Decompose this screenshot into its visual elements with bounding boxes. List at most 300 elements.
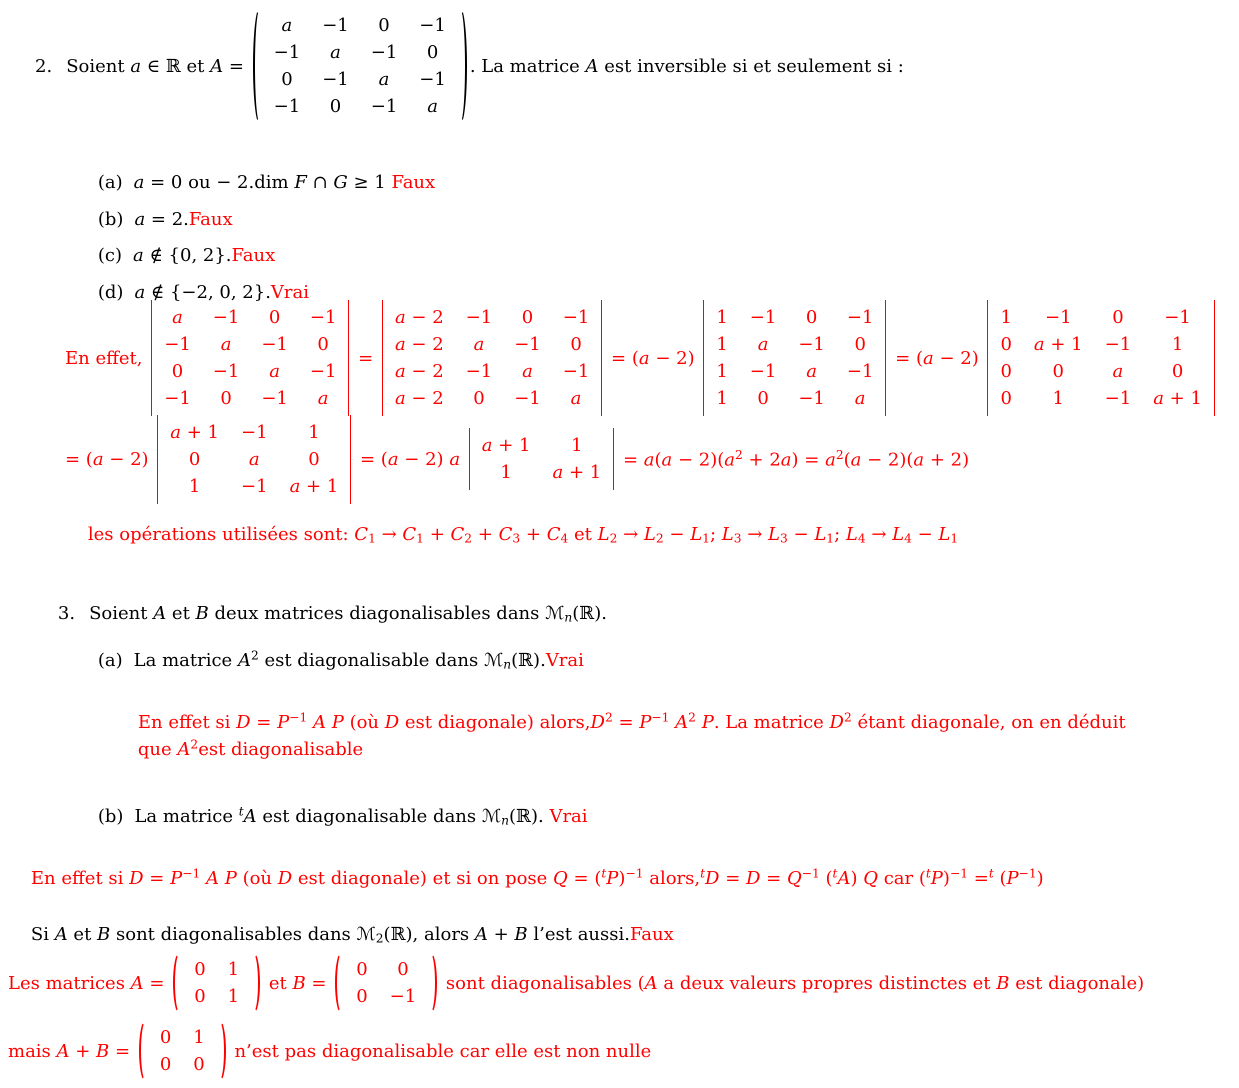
math-literal: 0 xyxy=(378,15,390,36)
verdict-text: Vrai xyxy=(270,282,310,303)
text-segment: 2 xyxy=(655,531,664,546)
matrix-cell xyxy=(482,432,531,459)
math-variable: a xyxy=(1153,388,1164,409)
math-literal: −1 xyxy=(1104,388,1132,409)
text-segment: et xyxy=(67,924,98,945)
text-segment: a deux valeurs propres distinctes et xyxy=(657,972,997,994)
text-segment: (où xyxy=(236,867,278,889)
text-segment: t xyxy=(925,866,931,880)
matrix-cell xyxy=(798,331,825,358)
math-literal: 0 xyxy=(220,388,232,409)
text-segment: P xyxy=(930,867,943,889)
matrix-cell xyxy=(1000,331,1011,358)
matrix-cell xyxy=(213,304,240,331)
matrix-cell xyxy=(419,66,446,93)
math-literal: 1 xyxy=(188,475,201,497)
matrix-cell xyxy=(1153,331,1202,358)
text-segment: −1 xyxy=(801,866,820,880)
text-segment: sont diagonalisables ( xyxy=(440,972,645,994)
math-literal: + 1 xyxy=(1044,334,1083,355)
text-segment: mais xyxy=(8,1040,57,1062)
matrix-cell xyxy=(322,12,349,39)
text-segment: (ℝ). xyxy=(572,603,607,624)
text-segment: D xyxy=(277,867,293,889)
text-segment: D xyxy=(129,867,144,889)
math-literal: 1 xyxy=(716,307,728,328)
matrix-cell xyxy=(419,39,446,66)
math-literal: −1 xyxy=(514,388,541,409)
proof-prefix xyxy=(65,348,148,369)
matrix-cell xyxy=(1105,385,1132,412)
text-segment: 2 xyxy=(375,931,384,946)
math-variable: a xyxy=(427,96,438,117)
text-segment: 4 xyxy=(857,531,866,546)
p3-item-a-label: (a) xyxy=(97,649,123,671)
text-segment: = xyxy=(143,867,171,889)
math-literal: −1 xyxy=(164,334,191,355)
verdict-text: Faux xyxy=(188,209,233,230)
matrix-grid xyxy=(186,952,247,1014)
text-segment: t xyxy=(601,866,607,880)
text-segment: a xyxy=(913,449,925,471)
text-segment: = 0 ou − 2.dim xyxy=(144,172,295,193)
matrix-cell xyxy=(563,304,590,331)
text-segment: et xyxy=(568,524,598,545)
conclusion-tail xyxy=(229,1041,652,1062)
matrix-cell xyxy=(466,331,493,358)
text-segment: L xyxy=(721,524,734,545)
text-segment: est diagonale) xyxy=(1009,972,1145,994)
text-segment: D xyxy=(590,711,605,733)
text-segment: L xyxy=(892,524,905,545)
matrix-cell xyxy=(160,1024,171,1051)
text-segment: est diagonalisable xyxy=(198,738,364,760)
math-variable: a xyxy=(289,475,301,497)
text-segment: n xyxy=(564,610,573,625)
text-segment: = xyxy=(760,867,787,889)
matrix-cell xyxy=(553,459,602,486)
matrix-cell xyxy=(798,358,825,385)
matrix-cell xyxy=(261,358,288,385)
text-segment: les opérations utilisées sont: xyxy=(87,524,355,545)
math-literal: −1 xyxy=(846,361,874,382)
text-segment: G xyxy=(333,172,348,193)
math-literal: − 2 xyxy=(405,307,444,328)
matrix-grid xyxy=(987,300,1214,416)
text-segment: A xyxy=(54,924,68,945)
p3-example-line xyxy=(8,950,1144,1016)
math-literal: 0 xyxy=(757,388,769,409)
text-segment: 1 xyxy=(702,531,710,546)
text-segment: 4 xyxy=(904,531,912,546)
matrix-cell xyxy=(798,304,825,331)
text-segment: P xyxy=(277,711,290,733)
problem3-number: 3. xyxy=(57,603,76,624)
math-literal: 1 xyxy=(1171,334,1184,355)
proof-line-1 xyxy=(65,299,1218,417)
math-variable: a xyxy=(330,42,341,63)
verdict-text: Vrai xyxy=(549,805,588,827)
math-literal: −1 xyxy=(370,96,398,117)
factor-1 xyxy=(605,348,700,369)
math-literal: 0 xyxy=(426,42,439,63)
math-literal: −1 xyxy=(465,361,493,382)
math-literal: −1 xyxy=(749,307,777,328)
text-segment: Soient xyxy=(66,55,131,77)
math-literal: −1 xyxy=(798,388,825,409)
math-variable: a xyxy=(806,361,817,382)
text-segment: . La matrice xyxy=(469,55,586,77)
math-literal: 1 xyxy=(227,986,240,1007)
text-segment: et xyxy=(166,603,196,624)
text-segment: − 2) xyxy=(649,347,701,369)
text-segment: − 2)( xyxy=(861,449,914,471)
text-segment: est diagonalisable dans xyxy=(258,649,484,671)
math-literal: −1 xyxy=(389,986,417,1007)
verdict-text: Vrai xyxy=(545,649,584,671)
math-literal: 0 xyxy=(194,986,206,1007)
example-mid xyxy=(263,973,332,994)
matrix-cell xyxy=(213,385,240,412)
text-segment: t xyxy=(832,866,838,880)
matrix-cell xyxy=(228,983,239,1010)
text-segment: 2 xyxy=(843,710,852,724)
text-segment: t xyxy=(988,866,994,880)
text-segment: = xyxy=(305,972,333,994)
matrix-cell xyxy=(750,385,777,412)
text-segment: ; xyxy=(834,524,846,545)
text-segment: + 2 xyxy=(742,449,781,471)
text-segment: a xyxy=(133,172,145,193)
text-segment: A xyxy=(837,867,851,889)
math-variable: a xyxy=(248,448,260,470)
math-literal: 0 xyxy=(521,307,534,328)
determinant-step-2 xyxy=(382,300,602,416)
math-literal: 0 xyxy=(805,307,818,328)
math-literal: 0 xyxy=(1000,388,1012,409)
conclusion-lead xyxy=(8,1041,136,1062)
text-segment: P xyxy=(701,711,714,733)
problem2-number: 2. xyxy=(35,55,53,77)
text-segment: ( xyxy=(654,449,662,471)
text-segment: + xyxy=(69,1040,97,1062)
p3-item-a-proof-text-2 xyxy=(138,739,363,760)
math-literal: 0 xyxy=(473,388,485,409)
text-segment: 1 xyxy=(950,531,959,546)
matrix-grid xyxy=(469,428,614,490)
matrix-grid xyxy=(382,300,602,416)
text-segment: ∩ xyxy=(306,172,334,193)
text-segment: sont diagonalisables dans xyxy=(110,924,357,945)
example-lead xyxy=(8,973,170,994)
text-segment xyxy=(460,449,466,470)
math-literal: 0 xyxy=(281,69,293,90)
math-literal: 1 xyxy=(1052,388,1064,409)
matrix-cell xyxy=(322,93,349,120)
text-segment: (où xyxy=(343,711,385,733)
matrix-grid xyxy=(348,952,424,1014)
text-segment: A xyxy=(237,649,251,671)
proof-result xyxy=(617,448,969,471)
matrix-cell xyxy=(716,358,727,385)
math-variable: a xyxy=(170,421,182,443)
text-segment: − 2) xyxy=(103,448,155,470)
math-literal: −1 xyxy=(1045,307,1072,328)
operations-text xyxy=(88,524,958,545)
text-segment: Si xyxy=(30,924,55,945)
matrix-cell xyxy=(213,331,240,358)
math-variable: a xyxy=(473,334,485,355)
math-literal: −1 xyxy=(322,15,349,36)
matrix-cell xyxy=(482,459,531,486)
matrix-cell xyxy=(553,432,602,459)
text-segment: = xyxy=(352,347,379,369)
text-segment: ( xyxy=(819,867,833,889)
matrix-cell xyxy=(847,331,874,358)
text-segment: → xyxy=(375,524,403,545)
matrix-cell xyxy=(466,304,493,331)
math-literal: −1 xyxy=(322,69,349,90)
matrix-B-2x2 xyxy=(335,952,437,1014)
math-variable: a xyxy=(552,462,564,483)
matrix-cell xyxy=(1000,385,1011,412)
math-variable: a xyxy=(1033,334,1045,355)
math-literal: −1 xyxy=(241,421,268,443)
matrix-cell xyxy=(1034,304,1083,331)
matrix-cell xyxy=(274,39,301,66)
text-segment: ℳ xyxy=(483,649,504,671)
matrix-cell xyxy=(213,358,240,385)
text-segment: 2 xyxy=(835,447,844,462)
text-segment: ( xyxy=(843,449,851,471)
text-segment: L xyxy=(938,524,951,545)
math-literal: −1 xyxy=(419,15,446,36)
text-segment: ℳ xyxy=(545,603,565,624)
math-variable: a xyxy=(757,334,769,355)
text-segment: P xyxy=(639,711,652,733)
text-segment: A xyxy=(675,711,689,733)
text-segment: −1 xyxy=(182,866,201,880)
matrix-cell xyxy=(194,983,205,1010)
text-segment: D xyxy=(746,867,761,889)
math-literal: −1 xyxy=(273,96,301,117)
math-literal: 1 xyxy=(308,421,320,443)
text-segment: L xyxy=(643,524,656,545)
math-literal: −1 xyxy=(212,361,240,382)
matrix-cell xyxy=(466,358,493,385)
math-literal: 0 xyxy=(1112,307,1124,328)
text-segment: = xyxy=(612,711,640,733)
math-literal: −1 xyxy=(370,42,398,63)
math-literal: 0 xyxy=(397,959,409,980)
text-segment: + xyxy=(472,524,499,545)
text-segment: C xyxy=(546,524,561,545)
math-variable: a xyxy=(281,15,293,36)
matrix-cell xyxy=(514,331,541,358)
math-literal: −1 xyxy=(212,307,240,328)
matrix-cell xyxy=(274,66,301,93)
text-segment: Q xyxy=(553,867,568,889)
math-variable: a xyxy=(220,334,232,355)
math-variable: a xyxy=(570,388,582,409)
p3-item-b-text xyxy=(134,806,587,827)
text-segment: a xyxy=(133,245,144,266)
matrix-cell xyxy=(241,419,268,446)
text-segment: (ℝ), alors xyxy=(383,924,475,945)
text-segment: l’est aussi. xyxy=(527,924,630,945)
text-segment: D xyxy=(705,867,720,889)
matrix-cell xyxy=(750,304,777,331)
item-a-label: (a) xyxy=(97,172,123,193)
text-segment: = 2. xyxy=(145,209,189,230)
text-segment: ) xyxy=(942,867,950,889)
matrix-cell xyxy=(847,304,874,331)
text-segment: −1 xyxy=(651,710,670,724)
matrix-A xyxy=(253,8,467,124)
text-segment: B xyxy=(97,924,111,945)
text-segment: étant diagonale, on en déduit xyxy=(851,711,1126,733)
text-segment: Soient xyxy=(89,603,154,624)
text-segment: B xyxy=(514,924,528,945)
text-segment: A xyxy=(585,55,599,77)
text-segment: ∉ {−2, 0, 2}. xyxy=(145,282,271,303)
math-variable: a xyxy=(481,435,493,456)
math-literal: 0 xyxy=(854,334,866,355)
matrix-cell xyxy=(716,304,727,331)
math-literal: + 1 xyxy=(492,435,531,456)
text-segment: 3 xyxy=(733,531,742,546)
determinant-step-5 xyxy=(157,415,351,504)
matrix-cell xyxy=(798,385,825,412)
math-literal: −1 xyxy=(164,388,191,409)
matrix-cell xyxy=(1105,358,1132,385)
matrix-cell xyxy=(290,419,339,446)
text-segment: 2 xyxy=(604,710,613,724)
matrix-cell xyxy=(356,956,367,983)
text-segment: 1 xyxy=(368,531,376,546)
math-literal: − 2 xyxy=(405,388,444,409)
matrix-sum-2x2 xyxy=(139,1020,226,1082)
p3-item-a-text xyxy=(134,650,584,671)
text-segment: ) xyxy=(1036,867,1044,889)
determinant-step-3 xyxy=(703,300,886,416)
matrix-cell xyxy=(1034,385,1083,412)
text-segment: Q xyxy=(863,867,878,889)
math-literal: −1 xyxy=(562,361,590,382)
math-literal: −1 xyxy=(309,361,337,382)
text-segment: − xyxy=(663,524,691,545)
text-segment: → xyxy=(865,524,893,545)
matrix-cell xyxy=(716,385,727,412)
matrix-cell xyxy=(310,304,337,331)
text-segment: L xyxy=(814,524,827,545)
item-d-label: (d) xyxy=(97,282,124,303)
text-segment: −1 xyxy=(289,710,308,724)
text-segment: P xyxy=(331,711,344,733)
factor-2 xyxy=(889,348,984,369)
matrix-cell xyxy=(563,385,590,412)
text-segment: t xyxy=(238,804,244,818)
text-segment: = ( xyxy=(605,347,639,369)
math-literal: 0 xyxy=(193,1054,205,1075)
text-segment: C xyxy=(450,524,465,545)
matrix-cell xyxy=(194,956,205,983)
matrix-cell xyxy=(322,66,349,93)
math-literal: −1 xyxy=(309,307,337,328)
text-segment: n’est pas diagonalisable car elle est non nulle xyxy=(228,1040,652,1062)
problem2-intro-right xyxy=(470,56,904,77)
text-segment: ℳ xyxy=(356,924,376,945)
text-segment: est diagonale) alors, xyxy=(399,711,591,733)
text-segment: + xyxy=(487,924,515,945)
factor-3 xyxy=(65,449,154,470)
matrix-cell xyxy=(514,385,541,412)
matrix-cell xyxy=(563,358,590,385)
matrix-cell xyxy=(466,385,493,412)
text-segment: 2 xyxy=(688,710,696,724)
text-segment: L xyxy=(690,524,703,545)
text-segment: a xyxy=(134,209,146,230)
math-literal: 0 xyxy=(194,959,206,980)
text-segment: L xyxy=(768,524,780,545)
math-literal: 0 xyxy=(1052,361,1064,382)
text-segment: P xyxy=(170,867,183,889)
text-segment: D xyxy=(384,711,400,733)
matrix-cell xyxy=(395,304,444,331)
text-segment: 2 xyxy=(190,737,199,751)
text-segment: 2 xyxy=(609,531,618,546)
math-literal: −1 xyxy=(1164,307,1191,328)
math-literal: −1 xyxy=(465,307,493,328)
text-segment: Les matrices xyxy=(8,972,131,994)
text-segment: A xyxy=(56,1040,70,1062)
matrix-cell xyxy=(1105,304,1132,331)
matrix-cell xyxy=(514,304,541,331)
text-segment: A xyxy=(205,867,219,889)
text-segment: 2 xyxy=(250,648,259,662)
math-literal: −1 xyxy=(273,42,301,63)
text-segment: Q xyxy=(786,867,802,889)
math-variable: a xyxy=(269,361,280,382)
text-segment: C xyxy=(402,524,417,545)
text-segment: 3 xyxy=(779,531,788,546)
matrix-cell xyxy=(371,39,398,66)
math-literal: 1 xyxy=(716,361,728,382)
text-segment: = ( xyxy=(567,867,602,889)
matrix-cell xyxy=(310,358,337,385)
math-literal: 0 xyxy=(1000,334,1012,355)
math-variable: a xyxy=(317,388,329,409)
matrix-cell xyxy=(310,385,337,412)
text-segment: A xyxy=(177,738,191,760)
text-segment: C xyxy=(354,524,369,545)
matrix-cell xyxy=(419,12,446,39)
matrix-cell xyxy=(1034,358,1083,385)
math-literal: + 1 xyxy=(563,462,602,483)
text-segment: En effet, xyxy=(65,347,149,369)
item-b-label: (b) xyxy=(97,209,124,230)
text-segment: − 2)( xyxy=(672,449,725,471)
text-segment: est inversible si et seulement si : xyxy=(598,55,904,77)
text-segment: → xyxy=(741,524,769,545)
text-segment: L xyxy=(845,524,858,545)
matrix-cell xyxy=(371,66,398,93)
text-segment: + 2) xyxy=(924,449,970,471)
matrix-grid xyxy=(152,1020,213,1082)
text-segment: 1 xyxy=(416,531,424,546)
matrix-cell xyxy=(716,331,727,358)
matrix-cell xyxy=(371,93,398,120)
